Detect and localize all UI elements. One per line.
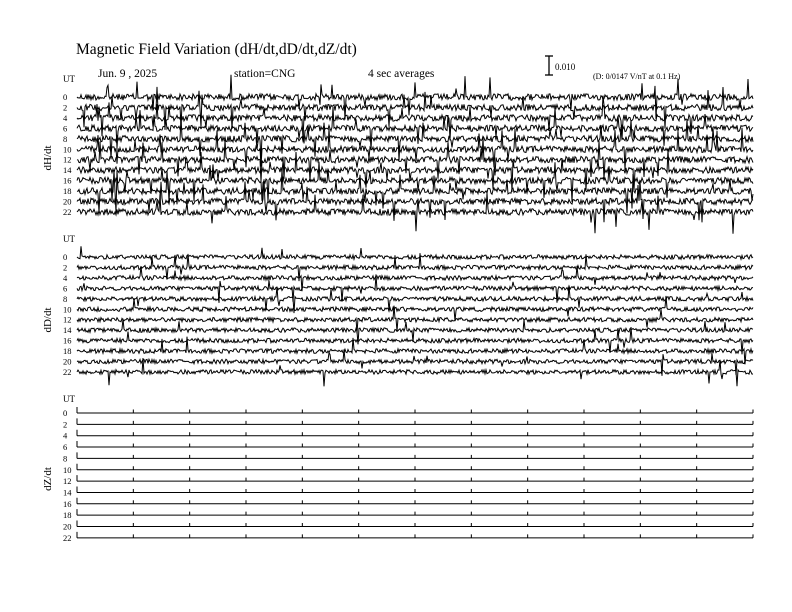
scale-bar-value: 0.010: [555, 62, 576, 72]
trace-line: [77, 96, 753, 141]
chart-title: Magnetic Field Variation (dH/dt,dD/dt,dZ/dt): [76, 41, 357, 58]
station-label: station=CNG: [234, 68, 296, 80]
panel-ylabel: dZ/dt: [42, 467, 54, 491]
row-label: 16: [63, 498, 72, 509]
row-label: 4: [63, 112, 68, 123]
row-label: 4: [63, 430, 68, 441]
trace-line: [77, 137, 753, 181]
panel-ylabel: dD/dt: [42, 307, 54, 333]
row-label: 2: [63, 262, 68, 273]
row-label: 14: [63, 487, 72, 498]
row-label: 8: [63, 293, 68, 304]
trace-line: [77, 149, 753, 192]
trace-line: [77, 87, 753, 130]
scale-note: (D: 0/0147 V/nT at 0.1 Hz): [593, 72, 681, 81]
row-label: 20: [63, 196, 72, 207]
row-label: 2: [63, 419, 68, 430]
ut-label: UT: [63, 74, 75, 84]
panel-dD-dt: [42, 234, 753, 386]
panel-ylabel: dH/dt: [42, 145, 54, 171]
row-label: 10: [63, 144, 72, 155]
row-label: 18: [63, 510, 72, 521]
ut-label: UT: [63, 234, 75, 244]
row-label: 12: [63, 314, 72, 325]
scale-bar: [545, 56, 553, 75]
row-label: 16: [63, 335, 72, 346]
row-label: 18: [63, 186, 72, 197]
trace-line: [77, 75, 753, 120]
row-label: 6: [63, 442, 68, 453]
panels: [42, 74, 753, 543]
trace-line: [77, 107, 753, 150]
row-label: 6: [63, 283, 68, 294]
row-label: 22: [63, 366, 72, 377]
row-label: 2: [63, 102, 68, 113]
row-label: 20: [63, 521, 72, 532]
row-label: 14: [63, 325, 72, 336]
row-label: 22: [63, 532, 72, 543]
row-label: 8: [63, 133, 68, 144]
panel-dH-dt: [42, 74, 753, 234]
row-label: 10: [63, 464, 72, 475]
row-label: 0: [63, 252, 68, 262]
row-label: 8: [63, 453, 68, 464]
row-label: 4: [63, 272, 68, 283]
row-label: 14: [63, 165, 72, 176]
trace-line: [77, 327, 753, 354]
row-label: 12: [63, 476, 72, 487]
panel-dZ-dt: [42, 394, 753, 543]
row-label: 0: [63, 408, 68, 418]
row-label: 18: [63, 346, 72, 357]
date-label: Jun. 9 , 2025: [98, 68, 158, 80]
row-label: 10: [63, 304, 72, 315]
row-label: 0: [63, 92, 68, 102]
row-label: 20: [63, 356, 72, 367]
row-label: 12: [63, 154, 72, 165]
trace-line: [77, 246, 753, 259]
ut-label: UT: [63, 394, 75, 404]
row-label: 22: [63, 206, 72, 217]
averaging-label: 4 sec averages: [368, 68, 435, 80]
row-label: 6: [63, 123, 68, 134]
row-label: 16: [63, 175, 72, 186]
